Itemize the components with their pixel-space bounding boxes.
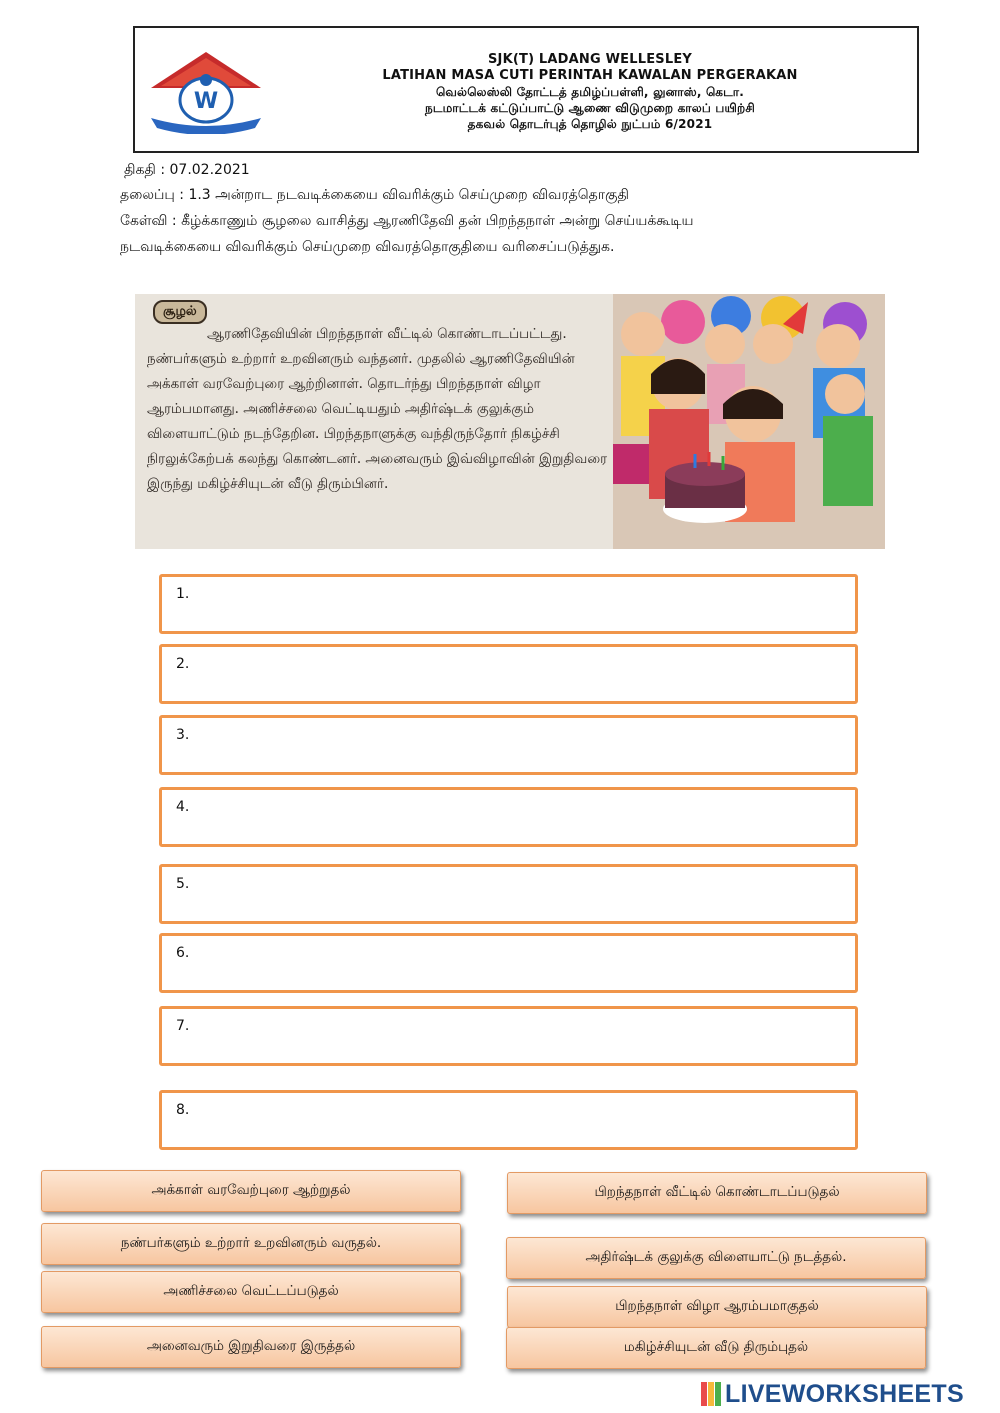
- header-school-name: SJK(T) LADANG WELLESLEY: [487, 52, 693, 67]
- answer-slot-5[interactable]: [159, 864, 858, 924]
- svg-text:W: W: [193, 89, 219, 114]
- answer-slot-1[interactable]: [159, 574, 858, 634]
- answer-number: 2.: [176, 656, 190, 672]
- header-exercise-title: LATIHAN MASA CUTI PERINTAH KAWALAN PERGERAKAN: [382, 68, 798, 83]
- answer-number: 5.: [176, 876, 190, 892]
- option-return-home-happily[interactable]: மகிழ்ச்சியுடன் வீடு திரும்புதல்: [506, 1327, 926, 1369]
- story-tag: சூழல்: [153, 300, 207, 324]
- option-cake-cutting[interactable]: அணிச்சலை வெட்டப்படுதல்: [41, 1271, 461, 1313]
- topic-line: தலைப்பு : 1.3 அன்றாட நடவடிக்கையை விவரிக்கும் செய்முறை விவரத்தொகுதி: [120, 187, 629, 203]
- answer-number: 8.: [176, 1102, 190, 1118]
- header-exercise-title-tamil: நடமாட்டக் கட்டுப்பாட்டு ஆணை விடுமுறை காலப் பயிற்சி: [424, 101, 756, 115]
- brand-name: LIVEWORKSHEETS: [725, 1379, 964, 1408]
- answer-number: 3.: [176, 727, 190, 743]
- answer-slot-4[interactable]: [159, 787, 858, 847]
- answer-slot-7[interactable]: [159, 1006, 858, 1066]
- header-subject: தகவல் தொடர்புத் தொழில் நுட்பம் 6/2021: [467, 117, 713, 131]
- option-sister-welcome-speech[interactable]: அக்காள் வரவேற்புரை ஆற்றுதல்: [41, 1170, 461, 1212]
- option-birthday-celebration-begins[interactable]: பிறந்தநாள் விழா ஆரம்பமாகுதல்: [507, 1286, 927, 1328]
- story-text: ஆரணிதேவியின் பிறந்தநாள் வீட்டில் கொண்டாடப்பட்டது. நண்பர்களும் உற்றார் உறவினரும் வந்தனர். முதலில் ஆரணிதேவியின் அக்காள் வரவேற்புரை ஆற்றினாள். தொடர்ந்து பிறந்தநாள் விழா ஆரம்பமானது. அணிச்சலை வெட்டியதும் அதிர்ஷ்டக் குலுக்கும் விளையாட்டும் நடந்தேறின. பிறந்தநாளுக்கு வந்திருந்தோர் நிகழ்ச்சி நிரலுக்கேற்பக் கலந்து கொண்டனர். அனைவரும் இவ்விழாவின் இறுதிவரை இருந்து மகிழ்ச்சியுடன் வீடு திரும்பினர்.: [147, 326, 608, 492]
- liveworksheets-brand[interactable]: [700, 1379, 964, 1409]
- answer-number: 4.: [176, 799, 190, 815]
- answer-number: 7.: [176, 1018, 190, 1034]
- answer-number: 6.: [176, 945, 190, 961]
- answer-number: 1.: [176, 586, 190, 602]
- story-image: [135, 294, 885, 549]
- answer-slot-3[interactable]: [159, 715, 858, 775]
- birthday-party-illustration: [613, 294, 885, 549]
- answer-slot-8[interactable]: [159, 1090, 858, 1150]
- answer-slot-6[interactable]: [159, 933, 858, 993]
- date-line: திகதி : 07.02.2021: [124, 162, 250, 178]
- answer-slot-2[interactable]: [159, 644, 858, 704]
- header-school-name-tamil: வெல்லெஸ்லி தோட்டத் தமிழ்ப்பள்ளி, லுனாஸ், கெடா.: [436, 85, 744, 99]
- option-friends-relatives-arrive[interactable]: நண்பர்களும் உற்றார் உறவினரும் வருதல்.: [41, 1223, 461, 1265]
- liveworksheets-logo-icon: [700, 1381, 722, 1407]
- school-logo-icon: [143, 48, 269, 134]
- question-line-2: நடவடிக்கையை விவரிக்கும் செய்முறை விவரத்தொகுதியை வரிசைப்படுத்துக.: [120, 239, 615, 255]
- question-line-1: கேள்வி : கீழ்க்காணும் சூழலை வாசித்து ஆரணிதேவி தன் பிறந்தநாள் அன்று செய்யக்கூடிய: [120, 213, 694, 229]
- option-birthday-celebrated-at-home[interactable]: பிறந்தநாள் வீட்டில் கொண்டாடப்படுதல்: [507, 1172, 927, 1214]
- option-all-stay-till-end[interactable]: அனைவரும் இறுதிவரை இருத்தல்: [41, 1326, 461, 1368]
- option-lucky-draw-game[interactable]: அதிர்ஷ்டக் குலுக்கு விளையாட்டு நடத்தல்.: [506, 1237, 926, 1279]
- school-header: [133, 26, 919, 153]
